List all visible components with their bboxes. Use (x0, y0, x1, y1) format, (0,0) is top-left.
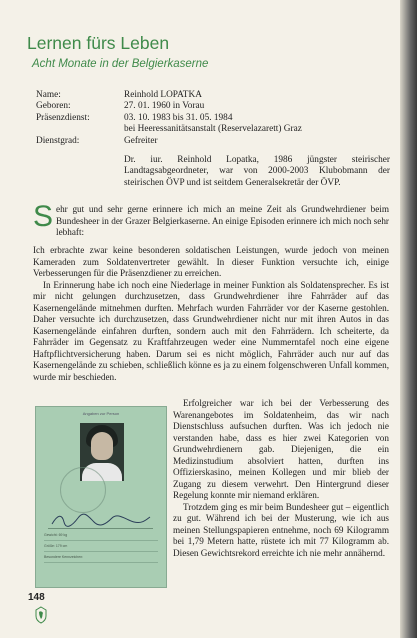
info-row (36, 101, 302, 112)
document-header: Angaben zur Person (82, 411, 120, 416)
body-paragraph: In Erinnerung habe ich noch eine Niederlage in meiner Funktion als Soldatensprecher. Es ist mir nicht gelungen durchzusetzen, dass Grundwehrdiener ihre Fahrräder auf das Kasernengelände mitnehmen durften. Mehrfach wurden Fahrräder vor der Kaserne gestohlen. Daher versuchte ich durchzusetzen, dass Grundwehrdiener nicht nur mit ihren Autos in das Kasernengelände einfahren durften, sondern auch mit den Fahrrädern. Ich scheiterte, da Fahrräder im Gegensatz zu Kraftfahrzeugen weder eine Nummerntafel noch eine eigene Haftpflichtversicherung haben. Darum sei es nicht möglich, Fahrräder auch nur auf das Kasernengelände zu schieben, schließlich könne es ja zu einem folgenschweren Unfall kommen, wurde mir beschieden. (33, 279, 389, 382)
info-value: bei Heeressanitätsanstalt (Reservelazarett) Graz (124, 124, 302, 135)
info-value: 27. 01. 1960 in Vorau (124, 101, 205, 112)
body-column (173, 398, 389, 559)
signature (48, 512, 153, 529)
body-paragraph: Trotzdem ging es mir beim Bundesheer gut – eigentlich zu gut. Während ich bei der Musterung, wie ich aus meinen Stellungspapieren entnehme, noch 69 Kilogramm bei 1,79 Metern hatte, rüstete ich mit 77 Kilogramm ab. Diesen Gewichtsrekord erreichte ich nie mehr annähernd. (173, 501, 389, 558)
page-number: 148 (28, 592, 45, 603)
stamp-seal (60, 467, 106, 513)
info-label: Name: (36, 90, 61, 100)
info-label (36, 124, 124, 135)
body-full-width (33, 245, 389, 383)
document-fields (44, 533, 158, 566)
drop-cap: S (33, 200, 54, 233)
document-field: Größe: 179 cm (44, 544, 158, 552)
info-value: Gefreiter (124, 135, 158, 146)
body-paragraph: Erfolgreicher war ich bei der Verbesserung des Warenangebotes im Soldatenheim, das wir nach Dienstschluss aufsuchen durften. Was ich jedoch nie verstanden habe, dass es hier zwei Kategorien von Grundwehrdienern gab. Diejenigen, die ein Medizinstudium absolviert hatten, durften ins Offizierskasino, meinen Kollegen und mir blieb der Zugang zu diesem verwehrt. Den Hintergrund dieser Regelung konnte mir niemand erklären. (173, 398, 389, 500)
info-label: Dienstgrad: (36, 135, 80, 146)
personal-info-table (36, 90, 302, 147)
document-field: Gewicht: 69 kg (44, 533, 158, 541)
info-row (36, 136, 302, 147)
author-bio: Dr. iur. Reinhold Lopatka, 1986 jüngster steirischer Landtagsabgeordneter, war von 2000-2003 Klubobmann der steirischen ÖVP und ist seitdem Generalsekretär der ÖVP. (124, 155, 390, 188)
id-document-photo (35, 406, 167, 588)
body-paragraph: Ich erbrachte zwar keine besonderen soldatischen Leistungen, wurde jedoch von meinen Kameraden zum Soldatenvertreter gewählt. In dieser Funktion versuchte ich, einige Verbesserungen für die Präsenzdiener zu erreichen. (33, 245, 389, 278)
info-value: 03. 10. 1983 bis 31. 05. 1984 (124, 112, 233, 123)
binding-edge (400, 0, 417, 638)
article-title: Lernen fürs Leben (27, 33, 170, 53)
panther-emblem-icon (34, 606, 48, 624)
info-row (36, 113, 302, 124)
info-label: Präsenzdienst: (36, 112, 90, 123)
info-row (36, 90, 302, 101)
document-field: Besondere Kennzeichen: (44, 555, 158, 563)
intro-text: ehr gut und sehr gerne erinnere ich mich an meine Zeit als Grundwehrdiener beim Bundesheer in der Grazer Belgierkaserne. An einige Episoden erinnere ich mich noch sehr lebhaft: (56, 204, 389, 237)
info-row (36, 124, 302, 135)
info-value: Reinhold LOPATKA (124, 90, 202, 100)
info-label: Geboren: (36, 101, 71, 112)
intro-paragraph (33, 200, 389, 239)
article-subtitle: Acht Monate in der Belgierkaserne (32, 58, 209, 70)
